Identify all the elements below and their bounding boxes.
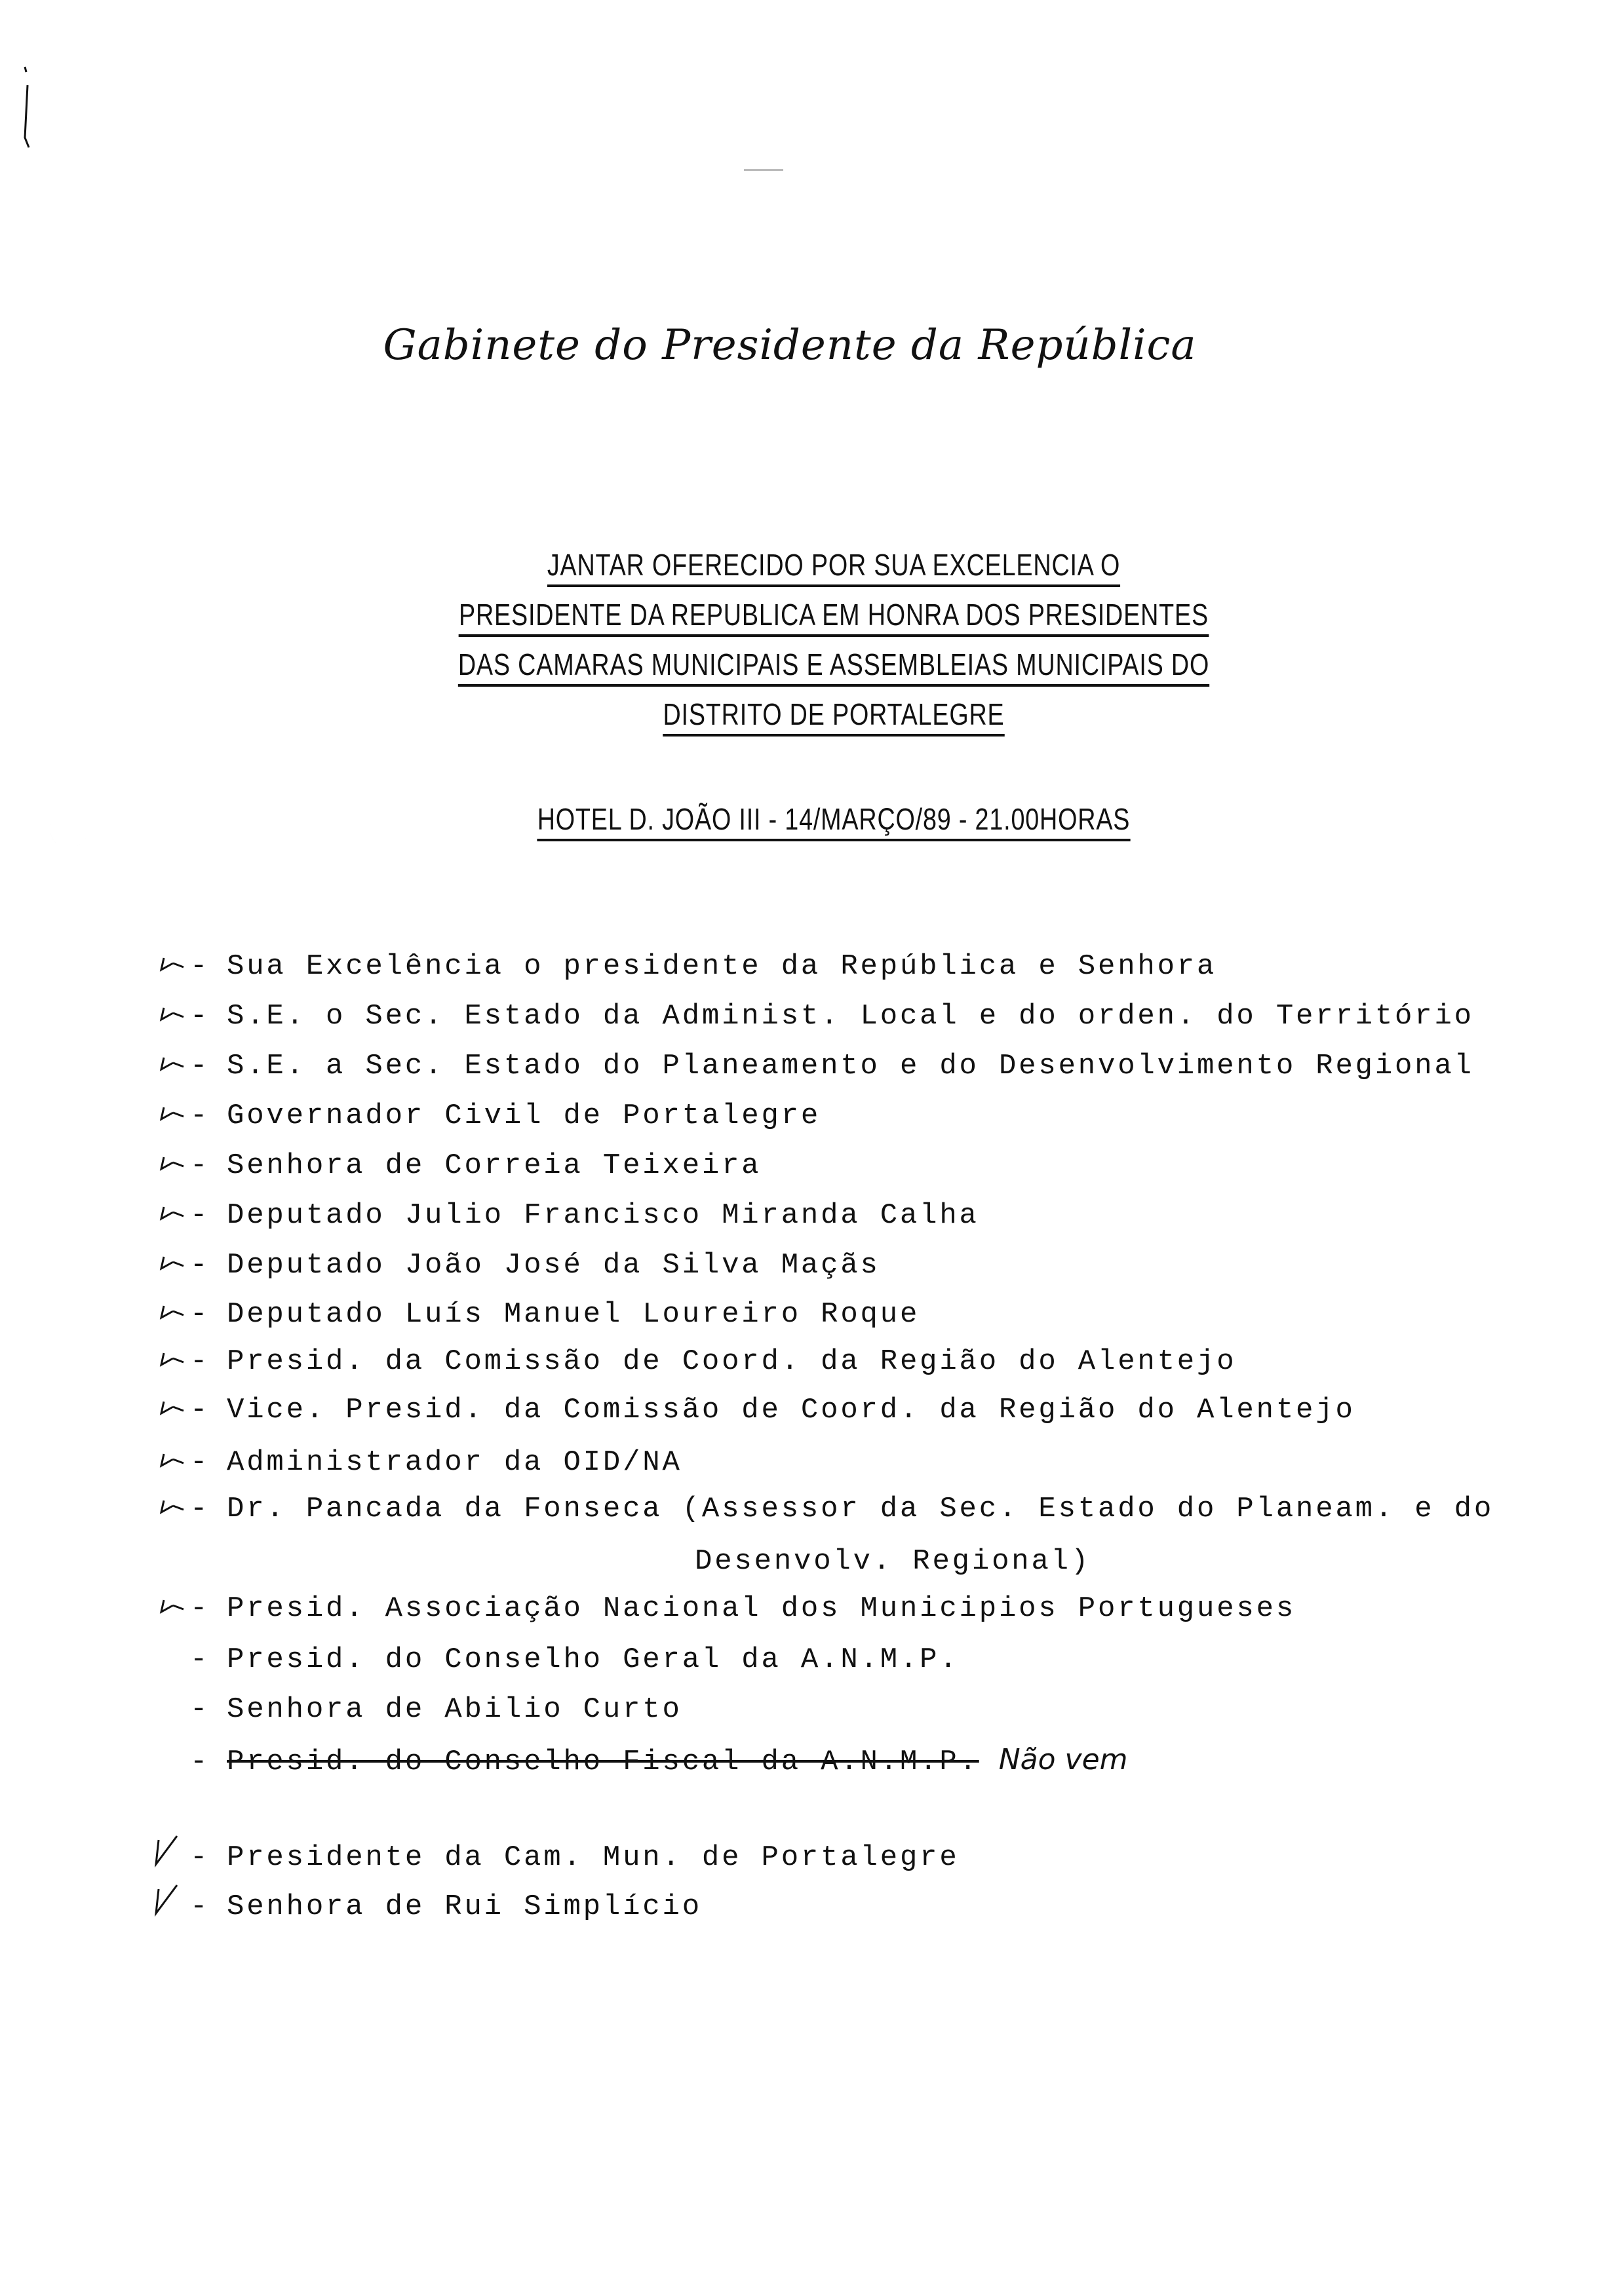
item-dash: - xyxy=(190,1249,210,1282)
checkmark-icon xyxy=(151,1298,190,1331)
checkmark-icon xyxy=(151,1592,190,1625)
letterhead: Gabinete do Presidente da República xyxy=(383,321,1197,370)
guest-name: Presid. Associação Nacional dos Municipios Portugueses xyxy=(227,1592,1296,1625)
item-dash: - xyxy=(190,1693,210,1726)
event-text: HOTEL D. JOÃO III - 14/MARÇO/89 - 21.00HORAS xyxy=(537,802,1131,841)
guest-name: Dr. Pancada da Fonseca (Assessor da Sec. Estado do Planeam. e do xyxy=(227,1493,1494,1525)
item-dash: - xyxy=(190,1493,210,1525)
guest-list-item xyxy=(190,1149,762,1182)
guest-name: Vice. Presid. da Comissão de Coord. da Região do Alentejo xyxy=(227,1394,1355,1426)
guest-name: Deputado João José da Silva Maçãs xyxy=(227,1249,880,1282)
guest-name: Administrador da OID/NA xyxy=(227,1446,682,1479)
handwritten-note: Não vem xyxy=(998,1743,1128,1776)
event-line xyxy=(150,801,1517,837)
title-text: DISTRITO DE PORTALEGRE xyxy=(663,697,1004,737)
item-dash: - xyxy=(190,1592,210,1625)
guest-list-item xyxy=(190,1249,880,1282)
guest-list-item xyxy=(190,1493,1494,1525)
guest-list-item xyxy=(190,1050,1474,1082)
guest-name: S.E. a Sec. Estado do Planeamento e do Desenvolvimento Regional xyxy=(227,1050,1474,1082)
guest-name: Senhora de Rui Simplício xyxy=(227,1890,702,1923)
checkmark-icon xyxy=(151,1000,190,1033)
item-dash: - xyxy=(190,1199,210,1232)
title-text: JANTAR OFERECIDO POR SUA EXCELENCIA O xyxy=(547,548,1120,587)
title-text: DAS CAMARAS MUNICIPAIS E ASSEMBLEIAS MUNICIPAIS DO xyxy=(458,647,1209,687)
guest-name: Senhora de Correia Teixeira xyxy=(227,1149,762,1182)
guest-list-item xyxy=(190,1693,682,1726)
guest-name: S.E. o Sec. Estado da Administ. Local e do orden. do Território xyxy=(227,1000,1474,1033)
guest-list-item xyxy=(190,1199,979,1232)
checkmark-icon xyxy=(151,1835,190,1867)
checkmark-icon xyxy=(151,1884,190,1917)
checkmark-icon xyxy=(151,1394,190,1426)
checkmark-icon xyxy=(151,1446,190,1479)
item-dash: - xyxy=(190,1841,210,1874)
guest-list-item xyxy=(190,1000,1474,1033)
guest-name: Sua Excelência o presidente da República e Senhora xyxy=(227,950,1217,983)
guest-list-item xyxy=(190,1592,1296,1625)
item-dash: - xyxy=(190,1446,210,1479)
item-dash: - xyxy=(190,950,210,983)
guest-name: Deputado Luís Manuel Loureiro Roque xyxy=(227,1298,920,1331)
guest-list-item xyxy=(190,950,1216,983)
item-dash: - xyxy=(190,1394,210,1426)
item-dash: - xyxy=(190,1890,210,1923)
guest-list-item xyxy=(190,1743,1128,1778)
checkmark-icon xyxy=(151,1345,190,1378)
checkmark-icon xyxy=(151,1100,190,1132)
guest-list-item xyxy=(190,1345,1236,1378)
guest-list-item xyxy=(190,1394,1355,1426)
guest-list-item xyxy=(190,1446,682,1479)
item-dash: - xyxy=(190,1345,210,1378)
checkmark-icon xyxy=(151,1493,190,1525)
guest-list-item xyxy=(190,1841,960,1874)
guest-name: Deputado Julio Francisco Miranda Calha xyxy=(227,1199,979,1232)
title-line-1 xyxy=(150,547,1517,583)
item-dash: - xyxy=(190,1100,210,1132)
item-dash: - xyxy=(190,1000,210,1033)
guest-name-continuation: Desenvolv. Regional) xyxy=(695,1545,1091,1578)
binder-hole-mark xyxy=(46,1432,92,1478)
guest-name: Presid. da Comissão de Coord. da Região do Alentejo xyxy=(227,1345,1237,1378)
checkmark-icon xyxy=(151,1050,190,1082)
guest-list-item xyxy=(190,1298,920,1331)
binder-hole-mark xyxy=(46,809,92,855)
title-line-3 xyxy=(150,647,1517,682)
item-dash: - xyxy=(190,1149,210,1182)
guest-list-item xyxy=(190,1100,821,1132)
checkmark-icon xyxy=(151,950,190,983)
title-text: PRESIDENTE DA REPUBLICA EM HONRA DOS PRESIDENTES xyxy=(459,598,1209,637)
item-dash: - xyxy=(190,1298,210,1331)
item-dash: - xyxy=(190,1050,210,1082)
guest-name: Governador Civil de Portalegre xyxy=(227,1100,821,1132)
title-line-4 xyxy=(150,697,1517,732)
guest-list-item xyxy=(190,1643,960,1676)
guest-list-item xyxy=(190,1890,702,1923)
checkmark-icon xyxy=(151,1149,190,1182)
title-line-2 xyxy=(150,597,1517,632)
guest-name: Presid. do Conselho Geral da A.N.M.P. xyxy=(227,1643,960,1676)
guest-name: Presidente da Cam. Mun. de Portalegre xyxy=(227,1841,960,1874)
guest-name: Senhora de Abilio Curto xyxy=(227,1693,682,1726)
checkmark-icon xyxy=(151,1199,190,1232)
checkmark-icon xyxy=(151,1249,190,1282)
item-dash: - xyxy=(190,1643,210,1676)
margin-mark xyxy=(20,66,22,144)
guest-name: Presid. do Conselho Fiscal da A.N.M.P. xyxy=(227,1746,979,1778)
scan-artifact xyxy=(744,169,783,171)
item-dash: - xyxy=(190,1746,210,1778)
